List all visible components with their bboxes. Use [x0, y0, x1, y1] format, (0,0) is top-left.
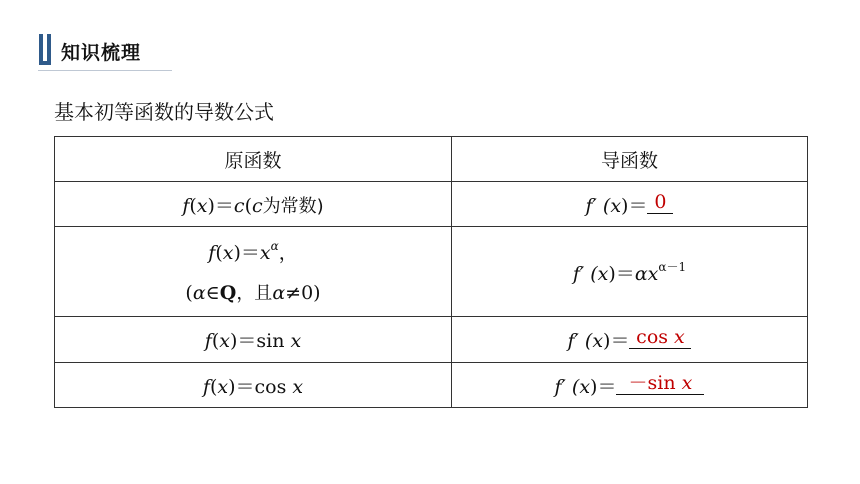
derivative-cell: f′ (x)＝ 0 — [452, 182, 808, 227]
original-function-cell: f(x)＝sin x — [55, 317, 452, 363]
power-condition: (α∈Q，且α≠0) — [185, 282, 321, 304]
answer-blank: cos x — [629, 326, 691, 349]
derivative-cell: f′ (x)＝ cos x — [452, 317, 808, 363]
table-row — [55, 227, 808, 317]
derivative-cell: f′ $(x)=\alpha x^{\alpha-1}$ — [452, 227, 808, 317]
answer-blank: 0 — [647, 191, 673, 214]
section-header — [38, 33, 172, 69]
answer-blank: －sin x — [616, 372, 704, 395]
section-title: 基本初等函数的导数公式 — [54, 100, 274, 124]
table-row — [55, 317, 808, 363]
table-row — [55, 182, 808, 227]
column-header-derivative: 导函数 — [452, 137, 808, 182]
original-function-cell: f(x)＝cos x — [55, 363, 452, 408]
header-title: 知识梳理 — [61, 41, 142, 64]
original-function-cell — [55, 227, 452, 317]
column-header-original: 原函数 — [55, 137, 452, 182]
power-function: $f(x)=x^\alpha$， — [208, 239, 298, 264]
table-header-row — [55, 137, 808, 182]
original-function-cell: f(x)＝c(c为常数) — [55, 182, 452, 227]
table-row — [55, 363, 808, 408]
header-divider — [38, 70, 172, 71]
derivative-table — [54, 136, 808, 408]
derivative-cell: f′ (x)＝ －sin x — [452, 363, 808, 408]
bookmark-icon — [38, 34, 55, 68]
